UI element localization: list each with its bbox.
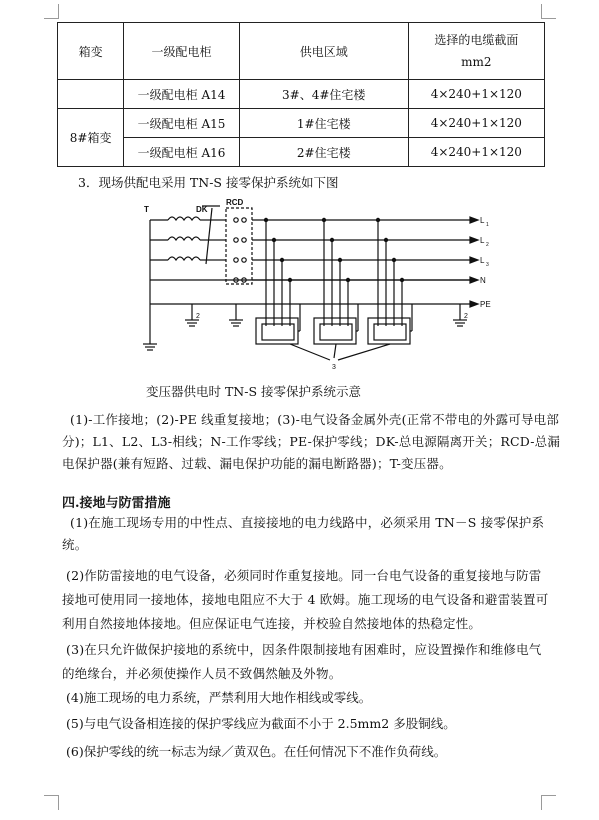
table-cell: 4×240+1×120 (408, 138, 544, 167)
callout-3-lines (290, 344, 390, 360)
table-row (58, 109, 545, 138)
paragraph-6: (6)保护零线的统一标志为绿／黄双色。在任何情况下不准作负荷线。 (66, 744, 447, 759)
transformer-coils (143, 217, 470, 350)
paragraph-1 (62, 512, 544, 556)
crop-mark-top-right (541, 4, 556, 19)
p1-line-1: (1)在施工现场专用的中性点、直接接地的电力线路中，必须采用 TN－S 接零保护系 (70, 515, 545, 530)
legend-text (62, 409, 561, 475)
crop-mark-bottom-right (541, 795, 556, 810)
ground-symbols (185, 304, 467, 326)
paragraph-3 (62, 638, 544, 686)
p3-line-2: 的绝缘台，并必须使操作人员不致偶然触及外物。 (62, 666, 342, 681)
crop-mark-top-left (44, 4, 59, 19)
rcd-box (226, 208, 252, 284)
legend-line-1: (1)-工作接地；(2)-PE 线重复接地；(3)-电气设备金属外壳(正常不带电的外露可导电部 (70, 412, 560, 427)
table-cell: 一级配电柜 A15 (124, 109, 240, 138)
header-transformer: 箱变 (58, 23, 124, 80)
table-row (58, 138, 545, 167)
table-cell: 2#住宅楼 (239, 138, 408, 167)
p2-line-3: 利用自然接地体接地。但应保证电气连接，并校验自然接地体的热稳定性。 (62, 616, 482, 631)
table-cell: 4×240+1×120 (408, 80, 544, 109)
bus-lines (150, 217, 478, 307)
label-l1: L (480, 216, 485, 225)
label-rcd: RCD (226, 198, 244, 207)
table-cell: 3#、4#住宅楼 (239, 80, 408, 109)
paragraph-4: (4)施工现场的电力系统，严禁利用大地作相线或零线。 (66, 690, 372, 705)
table-header-row (58, 23, 545, 80)
label-l1-sub: 1 (486, 222, 489, 228)
label-callout-3: 3 (332, 364, 336, 371)
cabinet-table (57, 22, 545, 167)
label-ground-2a: 2 (196, 313, 200, 320)
paragraph-5: (5)与电气设备相连接的保护零线应为截面不小于 2.5mm2 多股铜线。 (66, 716, 456, 731)
label-pe: PE (480, 300, 491, 309)
label-t: T (144, 205, 149, 214)
p1-line-2: 统。 (62, 537, 88, 552)
p2-line-2: 接地可使用同一接地体，接地电阻应不大于 4 欧姆。施工现场的电气设备和避雷装置可 (62, 592, 549, 607)
tn-s-diagram (140, 196, 500, 374)
label-l2: L (480, 236, 485, 245)
load-taps (264, 218, 403, 326)
label-ground-2b: 2 (464, 313, 468, 320)
equipment-enclosures (256, 304, 412, 344)
label-l2-sub: 2 (486, 242, 489, 248)
crop-mark-bottom-left (44, 795, 59, 810)
header-cable-line2: mm2 (461, 55, 492, 69)
p3-line-1: (3)在只允许做保护接地的系统中，因条件限制接地有困难时，应设置操作和维修电气 (66, 642, 542, 657)
table-cell: 1#住宅楼 (239, 109, 408, 138)
p2-line-1: (2)作防雷接地的电气设备，必须同时作重复接地。同一台电气设备的重复接地与防雷 (66, 568, 542, 583)
table-cell: 一级配电柜 A14 (124, 80, 240, 109)
section-heading: 四.接地与防雷措施 (62, 496, 171, 511)
table-cell: 4×240+1×120 (408, 109, 544, 138)
figure-caption: 变压器供电时 TN-S 接零保护系统示意 (146, 384, 362, 399)
table-cell (58, 80, 124, 109)
paragraph-2 (62, 564, 549, 636)
header-cabinet: 一级配电柜 (124, 23, 240, 80)
dk-switch (200, 206, 226, 264)
legend-line-2: 分)；L1、L2、L3-相线；N-工作零线；PE-保护零线；DK-总电源隔离开关；RCD-总漏 (62, 434, 561, 449)
label-n: N (480, 276, 486, 285)
header-area: 供电区域 (239, 23, 408, 80)
header-cable-line1: 选择的电缆截面 (434, 33, 519, 47)
label-l3: L (480, 256, 485, 265)
table-row (58, 80, 545, 109)
label-l3-sub: 3 (486, 262, 489, 268)
label-dk: DK (196, 205, 208, 214)
legend-line-3: 电保护器(兼有短路、过载、漏电保护功能的漏电断路器)；T-变压器。 (62, 456, 452, 471)
table-cell: 一级配电柜 A16 (124, 138, 240, 167)
item-3-text: 3．现场供配电采用 TN-S 接零保护系统如下图 (78, 175, 339, 190)
table-cell-group: 8#箱变 (58, 109, 124, 167)
header-cable (408, 23, 544, 80)
